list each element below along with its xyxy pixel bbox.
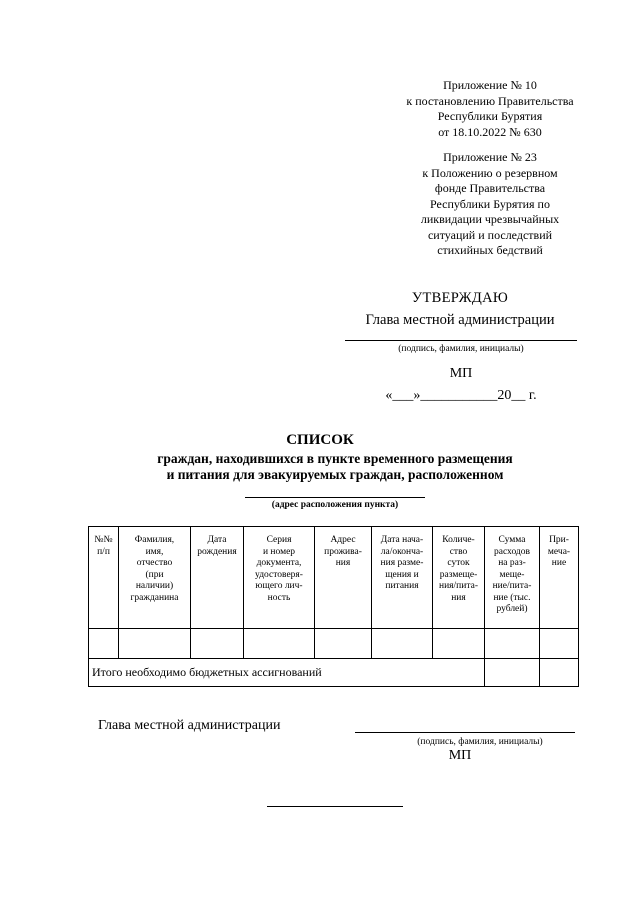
header-full-name: Фамилия, имя, отчество (при наличии) гражданина <box>119 527 191 629</box>
signature-line <box>345 340 577 341</box>
header-expenses: Сумма расходов на раз- меще- ние/пита- ние (тыс. рублей) <box>485 527 540 629</box>
table-cell <box>372 629 433 659</box>
signature-caption: (подпись, фамилия, инициалы) <box>417 737 543 747</box>
appendix-10-header <box>380 78 600 140</box>
footer-line <box>267 806 403 807</box>
address-caption: (адрес расположения пункта) <box>271 500 399 510</box>
table-cell <box>89 629 119 659</box>
appendix-line: Приложение № 23 <box>443 150 537 164</box>
total-amount-cell <box>485 659 540 687</box>
total-note-cell <box>540 659 579 687</box>
appendix-23-header <box>380 150 600 259</box>
appendix-line: Приложение № 10 <box>443 78 537 92</box>
appendix-line: Республики Бурятия <box>437 109 543 123</box>
appendix-line: к постановлению Правительства <box>406 93 574 108</box>
header-document: Серия и номер документа, удостоверя- ющего лич- ность <box>244 527 315 629</box>
appendix-line: Республики Бурятия по <box>430 196 550 211</box>
table-total-row <box>89 659 579 687</box>
subtitle-line: граждан, находившихся в пункте временного размещения <box>157 451 513 466</box>
table-header-row <box>89 527 579 629</box>
table-row <box>89 629 579 659</box>
bottom-post: Глава местной администрации <box>98 718 281 733</box>
signature-line <box>355 732 575 733</box>
total-label: Итого необходимо бюджетных ассигнований <box>89 659 485 687</box>
appendix-line: фонде Правительства <box>434 181 546 195</box>
approval-date: «___»___________20__ г. <box>385 388 537 403</box>
header-address: Адрес прожива- ния <box>315 527 372 629</box>
table-cell <box>433 629 485 659</box>
table-cell <box>485 629 540 659</box>
table-cell <box>540 629 579 659</box>
appendix-line: ситуаций и последствий <box>427 227 553 242</box>
appendix-line: к Положению о резервном <box>422 165 558 180</box>
header-dates: Дата нача- ла/оконча- ния разме- щения и питания <box>372 527 433 629</box>
header-birth-date: Дата рождения <box>191 527 244 629</box>
table-cell <box>119 629 191 659</box>
appendix-line: от 18.10.2022 № 630 <box>438 124 542 139</box>
header-number: №№ п/п <box>89 527 119 629</box>
appendix-line: стихийных бедствий <box>437 243 543 257</box>
table-cell <box>315 629 372 659</box>
signature-caption: (подпись, фамилия, инициалы) <box>398 344 524 354</box>
citizens-table <box>88 526 579 687</box>
header-days: Количе- ство суток размеще- ния/пита- ния <box>433 527 485 629</box>
stamp-placeholder: МП <box>449 366 473 381</box>
table-cell <box>244 629 315 659</box>
header-note: При- меча- ние <box>540 527 579 629</box>
stamp-placeholder: МП <box>448 748 472 763</box>
document-subtitle <box>0 451 640 483</box>
approve-title: УТВЕРЖДАЮ <box>411 290 509 306</box>
document-title: СПИСОК <box>286 432 354 448</box>
appendix-line: ликвидации чрезвычайных <box>420 212 560 226</box>
address-line <box>245 497 425 498</box>
approve-post: Глава местной администрации <box>365 312 555 328</box>
table-cell <box>191 629 244 659</box>
subtitle-line: и питания для эвакуируемых граждан, расположенном <box>166 467 504 482</box>
